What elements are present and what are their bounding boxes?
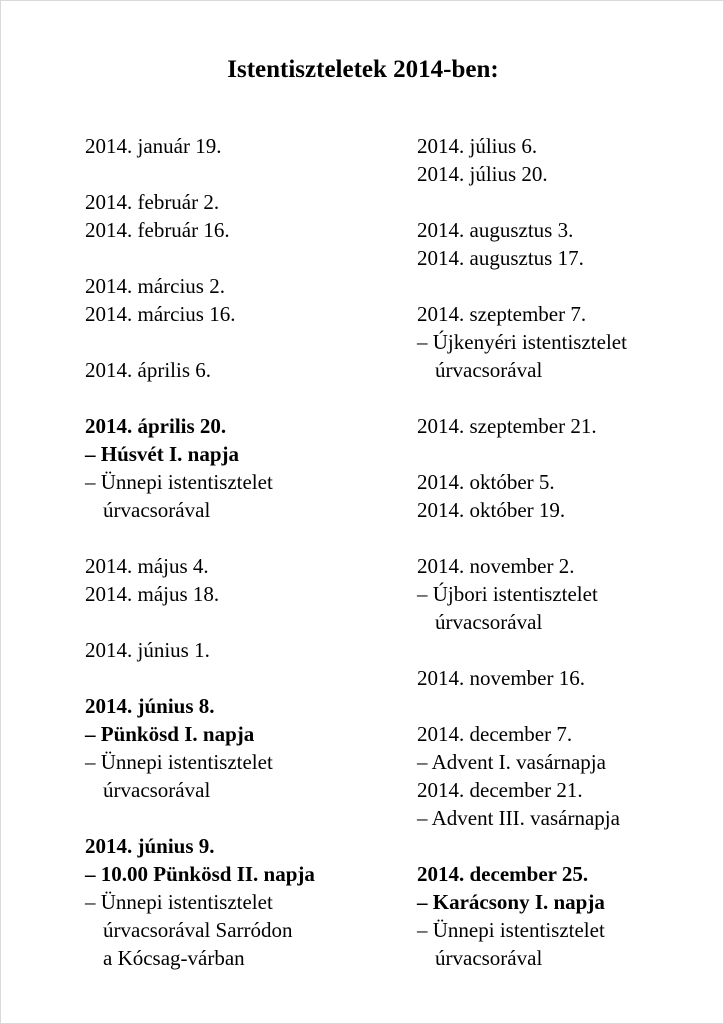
schedule-entry: úrvacsorával xyxy=(103,498,211,522)
spacer xyxy=(417,832,717,860)
spacer xyxy=(85,244,385,272)
schedule-entry: 2014. november 16. xyxy=(417,666,585,690)
spacer xyxy=(417,636,717,664)
spacer xyxy=(85,524,385,552)
schedule-entry: 2014. szeptember 21. xyxy=(417,414,597,438)
schedule-entry: 2014. augusztus 17. xyxy=(417,246,584,270)
schedule-entry: 2014. október 19. xyxy=(417,498,566,522)
schedule-entry: 2014. január 19. xyxy=(85,134,222,158)
spacer xyxy=(417,440,717,468)
schedule-entry: 2014. május 18. xyxy=(85,582,220,606)
schedule-entry: – Újkenyéri istentisztelet xyxy=(417,330,627,354)
spacer xyxy=(417,188,717,216)
spacer xyxy=(417,692,717,720)
schedule-entry: úrvacsorával xyxy=(103,778,211,802)
spacer xyxy=(417,272,717,300)
schedule-entry: 2014. március 2. xyxy=(85,274,225,298)
schedule-entry: 2014. május 4. xyxy=(85,554,209,578)
schedule-entry-highlight: 2014. április 20. xyxy=(85,414,227,438)
schedule-entry: 2014. október 5. xyxy=(417,470,555,494)
schedule-right-column xyxy=(417,132,717,972)
schedule-entry: úrvacsorával xyxy=(435,358,543,382)
schedule-entry: a Kócsag-várban xyxy=(103,946,245,970)
schedule-entry-highlight: – Pünkösd I. napja xyxy=(85,722,255,746)
schedule-entry: 2014. november 2. xyxy=(417,554,575,578)
schedule-entry: úrvacsorával xyxy=(435,946,543,970)
spacer xyxy=(85,160,385,188)
schedule-entry: – Advent I. vasárnapja xyxy=(417,750,606,774)
schedule-entry: úrvacsorával xyxy=(435,610,543,634)
schedule-entry: – Ünnepi istentisztelet xyxy=(85,750,273,774)
schedule-left-column xyxy=(85,132,385,972)
schedule-entry: – Ünnepi istentisztelet xyxy=(85,470,273,494)
spacer xyxy=(417,524,717,552)
schedule-entry: 2014. július 20. xyxy=(417,162,548,186)
schedule-entry-highlight: – 10.00 Pünkösd II. napja xyxy=(85,862,315,886)
spacer xyxy=(85,664,385,692)
page-title: Istentiszteletek 2014-ben: xyxy=(227,56,499,83)
schedule-entry: 2014. december 7. xyxy=(417,722,573,746)
schedule-entry: – Advent III. vasárnapja xyxy=(417,806,620,830)
schedule-entry: 2014. december 21. xyxy=(417,778,583,802)
spacer xyxy=(85,608,385,636)
schedule-entry-highlight: 2014. június 8. xyxy=(85,694,215,718)
schedule-entry: 2014. június 1. xyxy=(85,638,210,662)
schedule-entry: 2014. február 16. xyxy=(85,218,230,242)
schedule-entry: 2014. február 2. xyxy=(85,190,220,214)
spacer xyxy=(85,804,385,832)
schedule-entry-highlight: – Húsvét I. napja xyxy=(85,442,240,466)
schedule-entry: 2014. augusztus 3. xyxy=(417,218,574,242)
schedule-entry-highlight: 2014. június 9. xyxy=(85,834,215,858)
spacer xyxy=(417,384,717,412)
schedule-entry: 2014. július 6. xyxy=(417,134,538,158)
schedule-entry: 2014. április 6. xyxy=(85,358,211,382)
spacer xyxy=(85,384,385,412)
schedule-entry: – Ünnepi istentisztelet xyxy=(85,890,273,914)
schedule-entry: – Ünnepi istentisztelet xyxy=(417,918,605,942)
spacer xyxy=(85,328,385,356)
schedule-entry: 2014. március 16. xyxy=(85,302,236,326)
schedule-entry: – Újbori istentisztelet xyxy=(417,582,598,606)
schedule-entry-highlight: – Karácsony I. napja xyxy=(417,890,605,914)
schedule-entry: 2014. szeptember 7. xyxy=(417,302,587,326)
schedule-entry: úrvacsorával Sarródon xyxy=(103,918,293,942)
schedule-entry-highlight: 2014. december 25. xyxy=(417,862,589,886)
